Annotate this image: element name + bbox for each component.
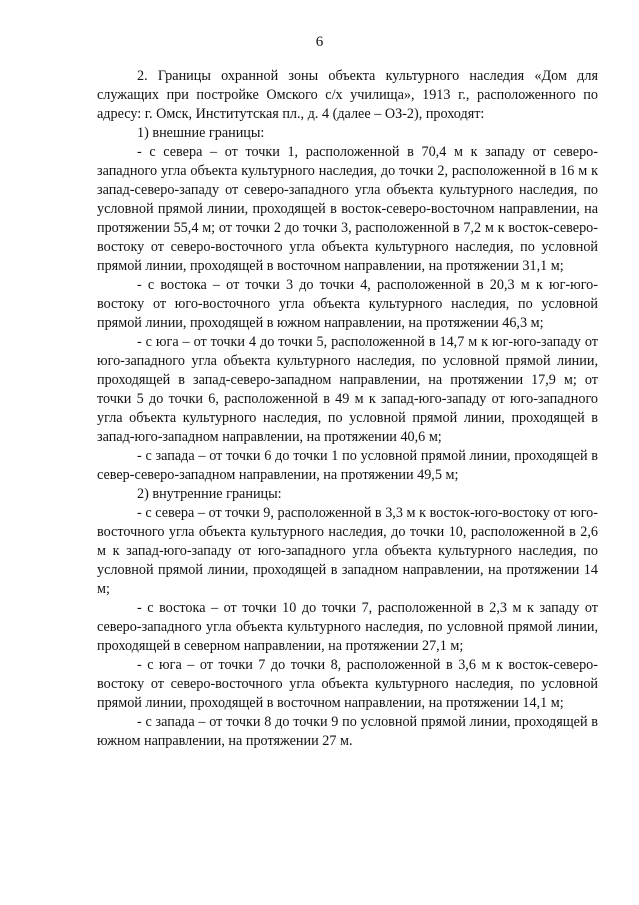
paragraph-outer-borders-heading: 1) внешние границы: (137, 125, 265, 141)
paragraph-inner-north: - с севера – от точки 9, расположенной в 3,3 м к восток-юго-востоку от юго-восточного угла объекта культурного наследия, до точки 10, расположенной в 2,6 м к запад-юго-западу от юго-западного угла объекта культурного наследия, по условной прямой линии, проходящей в западном направлении, на протяжении 14 м; (97, 505, 598, 597)
paragraph-outer-north: - с севера – от точки 1, расположенной в 70,4 м к западу от северо-западного угла объекта культурного наследия, до точки 2, расположенной в 16 м к запад-северо-западу от северо-западного угла объекта культурного наследия, по условной прямой линии, проходящей в восток-северо-восточном направлении, на протяжении 55,4 м; от точки 2 до точки 3, расположенной в 7,2 м к восток-северо-востоку от северо-восточного угла объекта культурного наследия, по условной прямой линии, проходящей в восточном направлении, на протяжении 31,1 м; (97, 144, 598, 274)
paragraph-zone-heading: 2. Границы охранной зоны объекта культурного наследия «Дом для служащих при постройке Омского с/х училища», 1913 г., расположенного по адресу: г. Омск, Институтская пл., д. 4 (далее – ОЗ-2), проходят: (97, 68, 598, 122)
paragraph-inner-south: - с юга – от точки 7 до точки 8, расположенной в 3,6 м к восток-северо-востоку от северо-восточного угла объекта культурного наследия, по условной прямой линии, проходящей в восточном направлении, на протяжении 14,1 м; (97, 657, 598, 711)
paragraph-outer-south: - с юга – от точки 4 до точки 5, расположенной в 14,7 м к юг-юго-западу от юго-западного угла объекта культурного наследия, по условной прямой линии, проходящей в запад-северо-западном направлении, на протяжении 17,9 м; от точки 5 до точки 6, расположенной в 49 м к запад-юго-западу от юго-западного угла объекта культурного наследия, по условной прямой линии, проходящей в запад-юго-западном направлении, на протяжении 40,6 м; (97, 334, 598, 445)
paragraph-outer-west: - с запада – от точки 6 до точки 1 по условной прямой линии, проходящей в север-северо-западном направлении, на протяжении 49,5 м; (97, 448, 598, 483)
paragraph-inner-west: - с запада – от точки 8 до точки 9 по условной прямой линии, проходящей в южном направлении, на протяжении 27 м. (97, 714, 598, 749)
paragraph-inner-east: - с востока – от точки 10 до точки 7, расположенной в 2,3 м к западу от северо-западного угла объекта культурного наследия, по условной прямой линии, проходящей в северном направлении, на протяжении 27,1 м; (97, 600, 598, 654)
document-body (97, 67, 598, 751)
paragraph-inner-borders-heading: 2) внутренние границы: (137, 486, 282, 502)
page-number: 6 (315, 34, 324, 50)
paragraph-outer-east: - с востока – от точки 3 до точки 4, расположенной в 20,3 м к юг-юго-востоку от юго-восточного угла объекта культурного наследия, по условной прямой линии, проходящей в южном направлении, на протяжении 46,3 м; (97, 277, 598, 331)
